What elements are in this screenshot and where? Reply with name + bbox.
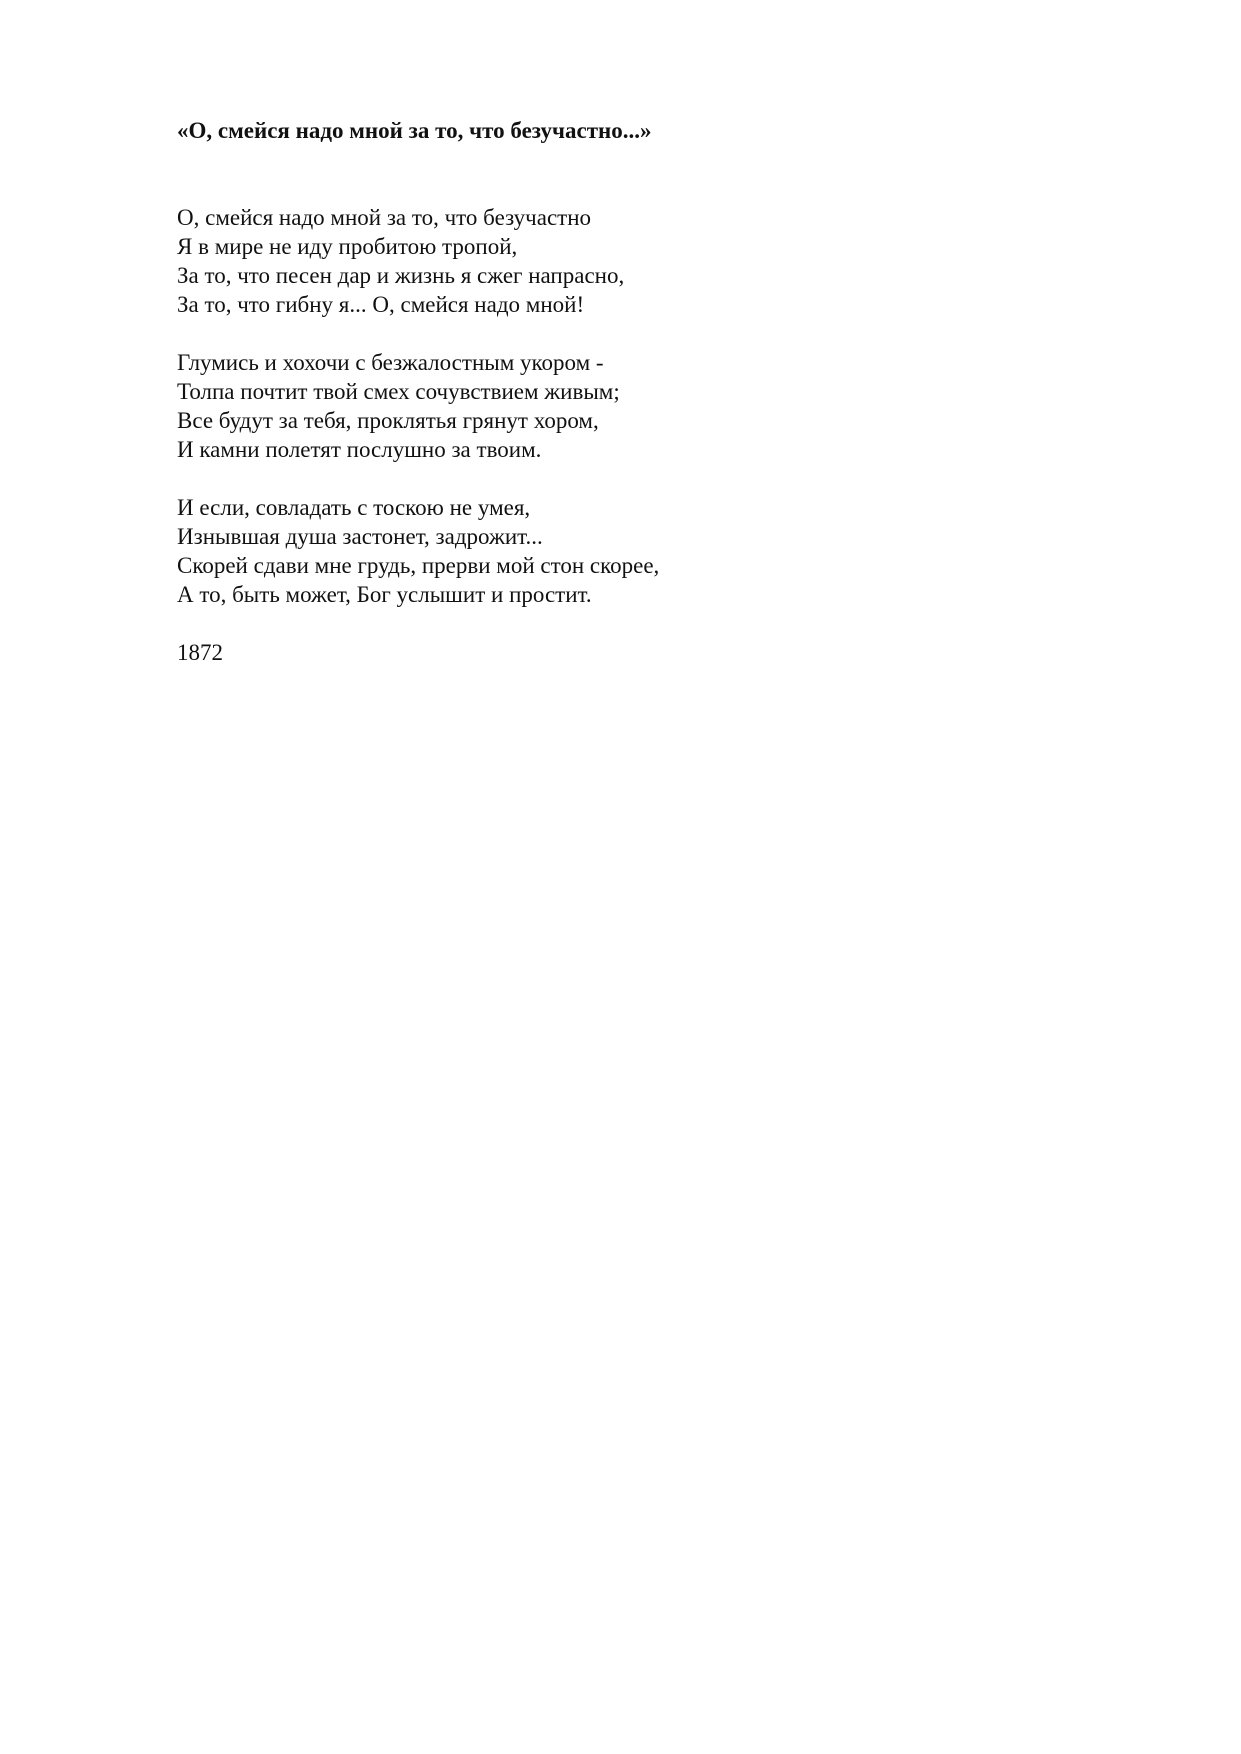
poem-title: «О, смейся надо мной за то, что безучастно...» [177, 118, 652, 143]
poem-line: За то, что гибну я... О, смейся надо мной! [177, 292, 585, 317]
poem-line: Глумись и хохочи с безжалостным укором - [177, 350, 604, 375]
poem-line: И камни полетят послушно за твоим. [177, 437, 542, 462]
poem-line: Скорей сдави мне грудь, прерви мой стон скорее, [177, 553, 660, 578]
poem-line: О, смейся надо мной за то, что безучастно [177, 205, 592, 230]
poem-line: И если, совладать с тоскою не умея, [177, 495, 531, 520]
poem-line: Изнывшая душа застонет, задрожит... [177, 524, 543, 549]
poem-line: Все будут за тебя, проклятья грянут хором, [177, 408, 599, 433]
poem-line: А то, быть может, Бог услышит и простит. [177, 582, 592, 607]
stanza-2 [177, 348, 659, 464]
poem-body [177, 203, 659, 667]
stanza-3 [177, 493, 659, 609]
poem-year: 1872 [177, 640, 223, 665]
poem-line: Толпа почтит твой смех сочувствием живым; [177, 379, 620, 404]
poem-line: Я в мире не иду пробитою тропой, [177, 234, 518, 259]
stanza-1 [177, 203, 659, 319]
poem-line: За то, что песен дар и жизнь я сжег напрасно, [177, 263, 625, 288]
